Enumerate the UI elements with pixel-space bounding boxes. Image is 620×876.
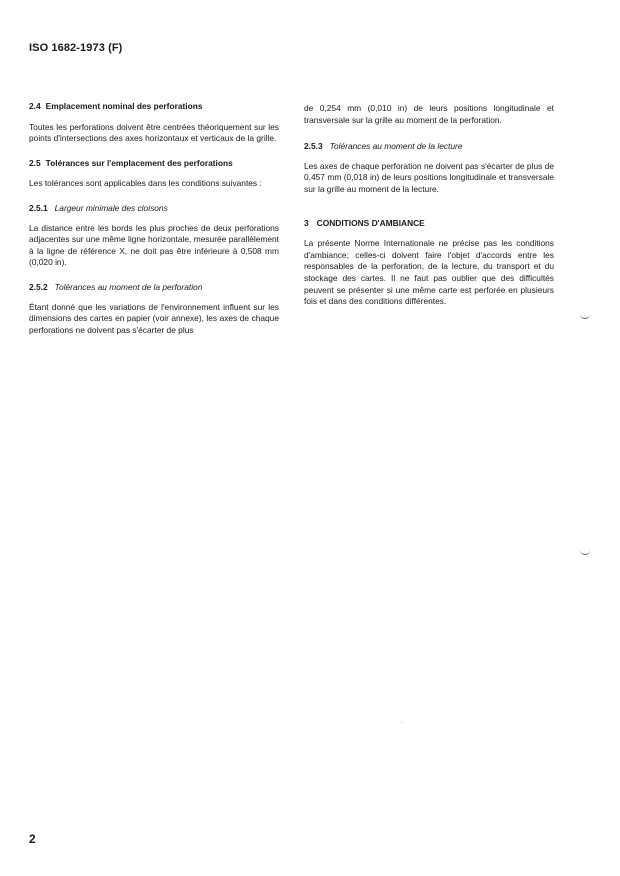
page-number: 2	[29, 832, 36, 846]
section-2-4-text: Toutes les perforations doivent être centrées théoriquement sur les points d'intersections des axes horizontaux et verticaux de la grille.	[29, 121, 279, 144]
section-2-5-text: Les tolérances sont applicables dans les conditions suivantes :	[29, 178, 262, 189]
section-2-5-3-text: Les axes de chaque perforation ne doivent pas s'écarter de plus de 0,457 mm (0,018 in) de leurs positions longitudinale et transversale sur la grille au moment de la lecture.	[304, 160, 554, 194]
document-header: ISO 1682-1973 (F)	[29, 42, 123, 54]
section-title: CONDITIONS D'AMBIANCE	[316, 217, 425, 228]
section-2-5-1-heading	[29, 203, 279, 215]
scan-speck	[401, 722, 402, 723]
section-number: 2.5.1	[29, 202, 48, 213]
margin-mark	[580, 550, 590, 555]
section-3-text: La présente Norme Internationale ne précise pas les conditions d'ambiance; celles-ci doivent faire l'objet d'accords entre les responsables de la perforation, de la lecture, du transport et du stockage des cartes. Il ne faut pas oublier que des difficultés peuvent se présenter si une même carte est perforée en plusieurs fois et dans des conditions différentes.	[304, 238, 554, 307]
section-number: 2.5.3	[304, 141, 323, 152]
section-2-5-2-heading	[29, 282, 279, 294]
section-2-5-heading	[29, 158, 279, 170]
section-3-heading	[304, 218, 554, 230]
section-2-4-heading	[29, 101, 279, 113]
section-title: Emplacement nominal des perforations	[45, 101, 203, 111]
section-2-5-1-text: La distance entre les bords les plus proches de deux perforations adjacentes sur une même ligne horizontale, mesurée parallèlement à la ligne de référence X, ne doit pas être inférieure à 0,508 mm (0,020 in).	[29, 222, 279, 268]
section-title: Tolérances sur l'emplacement des perforations	[45, 157, 233, 168]
section-title: Tolérances au moment de la lecture	[329, 141, 463, 152]
section-number: 2.5	[29, 157, 41, 168]
section-number: 2.5.2	[29, 281, 48, 292]
section-number: 3	[304, 217, 309, 228]
section-2-5-3-heading	[304, 141, 554, 153]
continuation-text: de 0,254 mm (0,010 in) de leurs positions longitudinale et transversale sur la grille au moment de la perforation.	[304, 103, 554, 125]
section-title: Largeur minimale des cloisons	[54, 202, 168, 213]
section-title: Tolérances au moment de la perforation	[54, 281, 203, 292]
right-column	[304, 103, 554, 321]
left-column	[29, 101, 279, 349]
section-number: 2.4	[29, 101, 41, 111]
margin-mark	[580, 314, 590, 319]
section-2-5-2-text: Étant donné que les variations de l'environnement influent sur les dimensions des cartes en papier (voir annexe), les axes de chaque perforations ne doivent pas s'écarter de plus	[29, 301, 279, 335]
